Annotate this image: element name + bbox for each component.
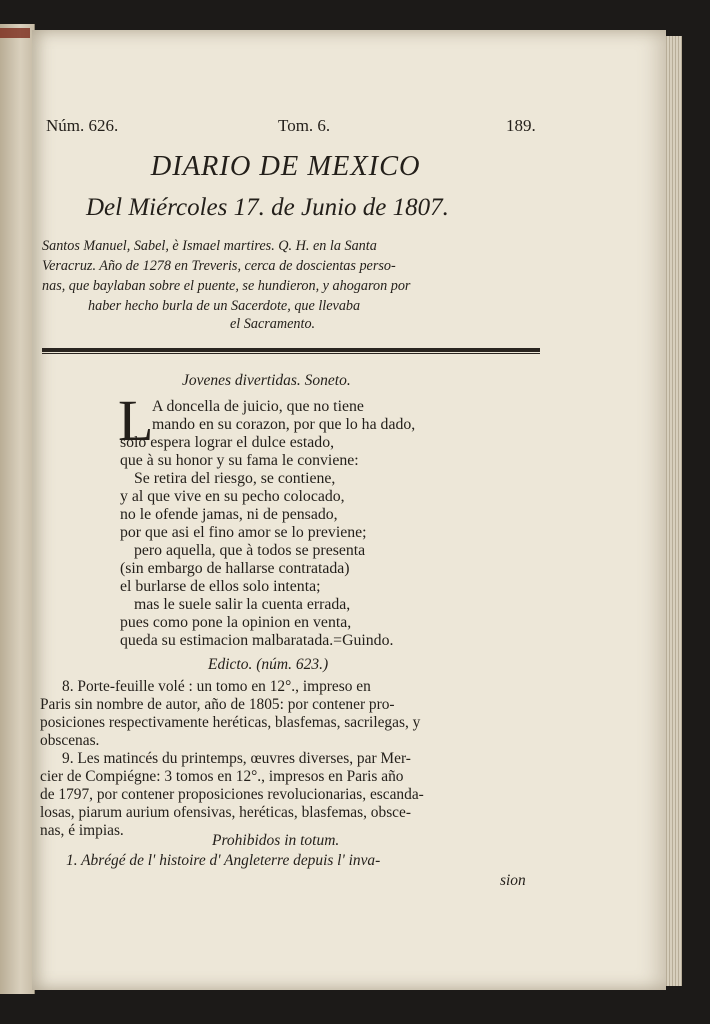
saints-line: Veracruz. Año de 1278 en Treveris, cerca de doscientas perso-: [42, 258, 396, 274]
entry-8-line: 8. Porte-feuille volé : un tomo en 12°., impreso en: [62, 678, 371, 695]
volume-number: Tom. 6.: [278, 116, 331, 135]
poem-line: solo espera lograr el dulce estado,: [120, 434, 335, 451]
poem-line: pero aquella, que à todos se presenta: [134, 542, 366, 559]
entry-9-line: nas, é impias.: [40, 822, 124, 839]
entry-9-line: de 1797, por contener proposiciones revolucionarias, escanda-: [40, 786, 424, 803]
page-number: 189.: [506, 116, 536, 135]
issue-number: Núm. 626.: [46, 116, 119, 135]
entry-9-line: losas, piarum aurium ofensivas, heréticas, blasfemas, obsce-: [40, 804, 411, 821]
saints-line: el Sacramento.: [230, 316, 316, 332]
poem-line: no le ofende jamas, ni de pensado,: [120, 506, 338, 523]
poem-title: Jovenes divertidas. Soneto.: [182, 372, 351, 389]
poem-line: queda su estimacion malbaratada.=Guindo.: [120, 632, 394, 649]
entry-8-line: obscenas.: [40, 732, 100, 749]
entry-8-line: Paris sin nombre de autor, año de 1805: por contener pro-: [40, 696, 395, 713]
entry-8-line: posiciones respectivamente heréticas, blasfemas, sacrilegas, y: [40, 714, 421, 731]
poem-line: pues como pone la opinion en venta,: [120, 614, 352, 631]
catchword: sion: [500, 872, 526, 889]
binding-ribbon: [0, 28, 30, 38]
saints-line: nas, que baylaban sobre el puente, se hundieron, y ahogaron por: [42, 278, 411, 294]
entry-1-line: 1. Abrégé de l' histoire d' Angleterre depuis l' inva-: [66, 852, 381, 869]
poem-line: A doncella de juicio, que no tiene: [152, 398, 364, 415]
poem-line: por que asi el fino amor se lo previene;: [120, 524, 367, 541]
page-stack-edge: [664, 36, 682, 986]
poem-line: (sin embargo de hallarse contratada): [120, 560, 350, 577]
prohibidos-heading: Prohibidos in totum.: [212, 832, 340, 849]
drop-cap: L: [118, 388, 154, 453]
saints-line: haber hecho burla de un Sacerdote, que llevaba: [88, 298, 361, 314]
saints-line: Santos Manuel, Sabel, è Ismael martires. Q. H. en la Santa: [42, 238, 377, 254]
issue-date: Del Miércoles 17. de Junio de 1807.: [86, 194, 449, 221]
poem-line: el burlarse de ellos solo intenta;: [120, 578, 321, 595]
section-rule-thin: [42, 353, 540, 354]
poem-line: Se retira del riesgo, se contiene,: [134, 470, 336, 487]
facing-page-edge: [0, 24, 35, 994]
poem-line: y al que vive en su pecho colocado,: [120, 488, 345, 505]
poem-line: mas le suele salir la cuenta errada,: [134, 596, 351, 613]
poem-line: que à su honor y su fama le conviene:: [120, 452, 359, 469]
newspaper-title: DIARIO DE MEXICO: [150, 150, 421, 182]
entry-9-line: 9. Les matincés du printemps, œuvres diverses, par Mer-: [62, 750, 411, 767]
edicto-heading: Edicto. (núm. 623.): [208, 656, 329, 673]
section-rule: [42, 348, 540, 352]
entry-9-line: cier de Compiégne: 3 tomos en 12°., impresos en Paris año: [40, 768, 404, 785]
poem-line: mando en su corazon, por que lo ha dado,: [152, 416, 416, 433]
